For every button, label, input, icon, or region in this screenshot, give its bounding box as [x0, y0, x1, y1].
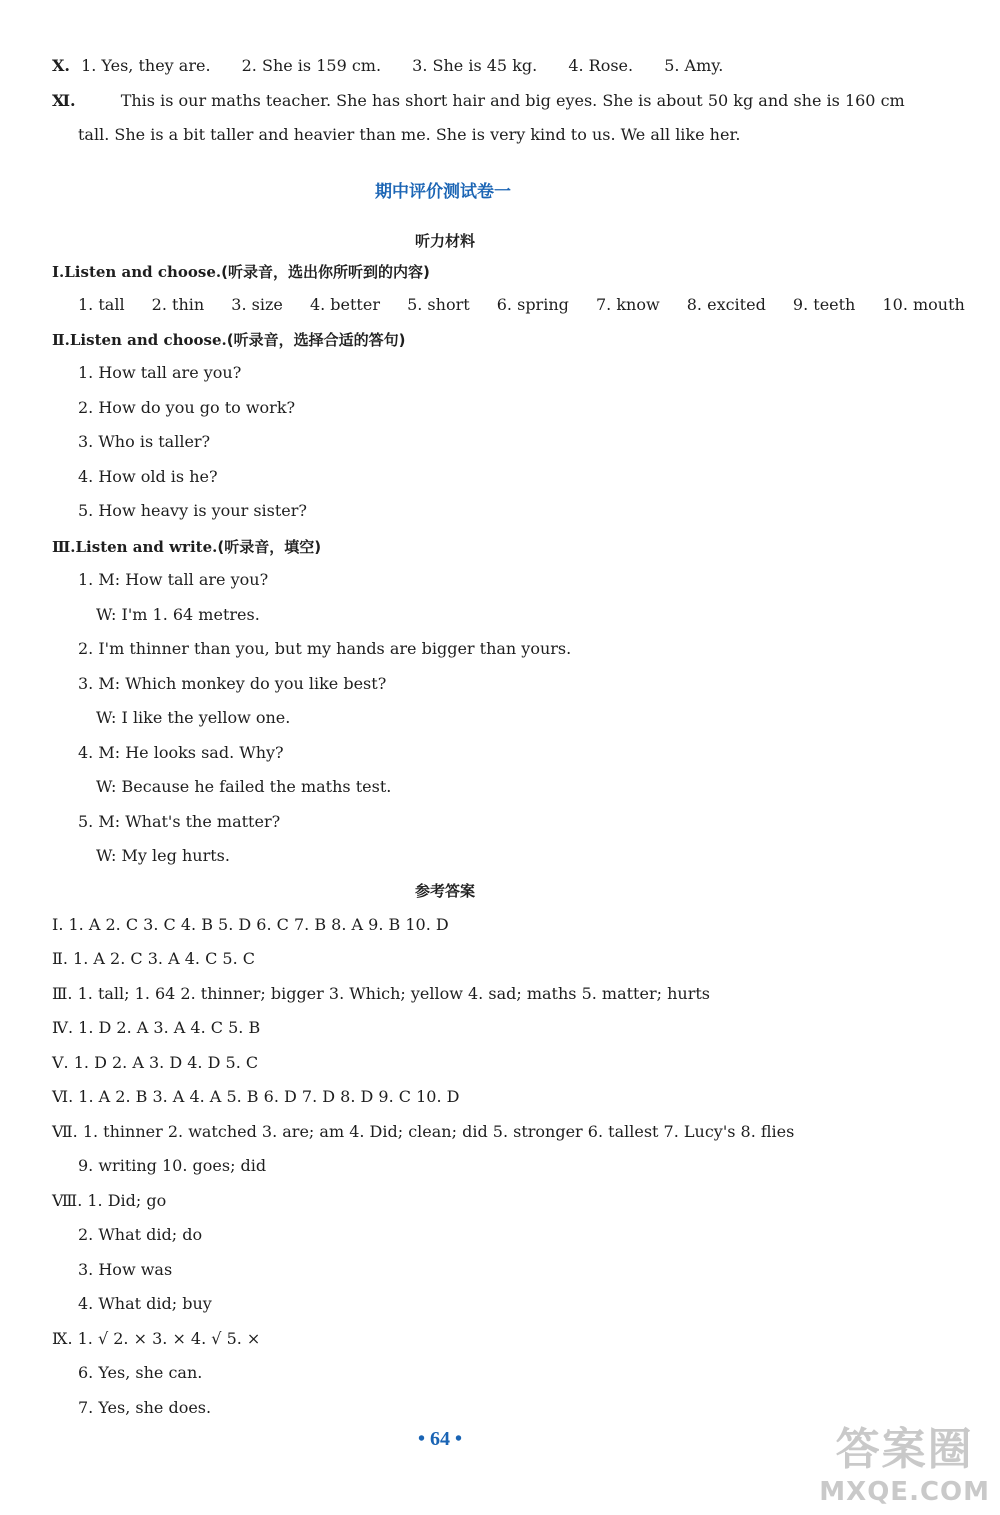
answer-line: 3. How was: [78, 1260, 173, 1279]
x-item-4: 4. Rose.: [568, 56, 634, 75]
answer-line: Ⅲ. 1. tall; 1. 64 2. thinner; bigger 3. Which; yellow 4. sad; maths 5. matter; hurts: [52, 984, 710, 1003]
answer-line: Ⅴ. 1. D 2. A 3. D 4. D 5. C: [52, 1053, 259, 1072]
section-x-answers: [52, 56, 723, 75]
watermark-bottom: MXQE.COM: [819, 1477, 990, 1507]
part1-item: 1. tall: [78, 295, 125, 314]
part3-line: 2. I'm thinner than you, but my hands are bigger than yours.: [78, 639, 572, 658]
answer-line: Ⅸ. 1. √ 2. × 3. × 4. √ 5. ×: [52, 1329, 261, 1348]
answer-line: Ⅶ. 1. thinner 2. watched 3. are; am 4. Did; clean; did 5. stronger 6. tallest 7. Lucy's 8. flies: [52, 1122, 795, 1141]
part1-item: 7. know: [595, 295, 660, 314]
part2-q4: 4. How old is he?: [78, 467, 218, 486]
answers-title: 参考答案: [415, 882, 476, 900]
roman-x: Ⅹ.: [52, 56, 70, 75]
part3-line: W: My leg hurts.: [96, 846, 230, 865]
answer-line: 6. Yes, she can.: [78, 1363, 203, 1382]
answer-line: 9. writing 10. goes; did: [78, 1156, 267, 1175]
page-number: • 64 •: [418, 1428, 463, 1450]
part3-line: 4. M: He looks sad. Why?: [78, 743, 284, 762]
part1-item: 6. spring: [496, 295, 569, 314]
x-item-5: 5. Amy.: [664, 56, 724, 75]
part1-item: 9. teeth: [792, 295, 856, 314]
watermark-logo: [819, 1413, 990, 1507]
xi-text-2: tall. She is a bit taller and heavier than me. She is very kind to us. We all like her.: [78, 125, 741, 144]
part1-label: Ⅰ.: [52, 263, 65, 281]
part1-item: 3. size: [231, 295, 283, 314]
part1-item: 2. thin: [151, 295, 205, 314]
part3-line: 5. M: What's the matter?: [78, 812, 281, 831]
answer-line: Ⅷ. 1. Did; go: [52, 1191, 167, 1210]
part3-header: [52, 536, 321, 557]
x-item-3: 3. She is 45 kg.: [412, 56, 538, 75]
part2-q2: 2. How do you go to work?: [78, 398, 296, 417]
roman-xi: Ⅺ.: [52, 91, 76, 110]
part2-header-cn: (听录音，选择合适的答句): [226, 331, 406, 349]
section-title: 期中评价测试卷一: [375, 182, 511, 202]
part3-line: W: I like the yellow one.: [96, 708, 291, 727]
x-item-1: 1. Yes, they are.: [81, 56, 211, 75]
part3-line: W: Because he failed the maths test.: [96, 777, 392, 796]
part3-label: Ⅲ.: [52, 538, 76, 556]
part3-header-en: Listen and write.: [75, 538, 218, 556]
part2-header-en: Listen and choose.: [69, 331, 227, 349]
part2-q3: 3. Who is taller?: [78, 432, 211, 451]
answer-line: 2. What did; do: [78, 1225, 203, 1244]
part1-header-cn: (听录音，选出你所听到的内容): [221, 263, 430, 281]
part1-item: 4. better: [309, 295, 380, 314]
part1-item: 8. excited: [686, 295, 766, 314]
part3-line: W: I'm 1. 64 metres.: [96, 605, 260, 624]
answer-line: Ⅵ. 1. A 2. B 3. A 4. A 5. B 6. D 7. D 8. D 9. C 10. D: [52, 1087, 460, 1106]
part3-header-cn: (听录音，填空): [217, 538, 322, 556]
answer-line: Ⅰ. 1. A 2. C 3. C 4. B 5. D 6. C 7. B 8. A 9. B 10. D: [52, 915, 449, 934]
part1-header-en: Listen and choose.: [64, 263, 222, 281]
part1-item: 10. mouth: [882, 295, 965, 314]
x-item-2: 2. She is 159 cm.: [241, 56, 382, 75]
part1-item: 5. short: [407, 295, 470, 314]
watermark-top: 答案圈: [835, 1424, 974, 1475]
xi-text-1: This is our maths teacher. She has short hair and big eyes. She is about 50 kg and she is 160 cm: [120, 91, 905, 110]
part2-q5: 5. How heavy is your sister?: [78, 501, 307, 520]
answer-line: Ⅳ. 1. D 2. A 3. A 4. C 5. B: [52, 1018, 261, 1037]
section-xi-line1: [52, 91, 905, 110]
answer-line: Ⅱ. 1. A 2. C 3. A 4. C 5. C: [52, 949, 255, 968]
part3-line: 1. M: How tall are you?: [78, 570, 269, 589]
part1-items: [78, 295, 965, 314]
answer-line: 7. Yes, she does.: [78, 1398, 212, 1417]
part1-header: [52, 261, 430, 282]
answer-line: 4. What did; buy: [78, 1294, 212, 1313]
part3-line: 3. M: Which monkey do you like best?: [78, 674, 387, 693]
part2-label: Ⅱ.: [52, 331, 70, 349]
part2-q1: 1. How tall are you?: [78, 363, 242, 382]
part2-header: [52, 329, 405, 350]
listening-title: 听力材料: [415, 232, 476, 250]
